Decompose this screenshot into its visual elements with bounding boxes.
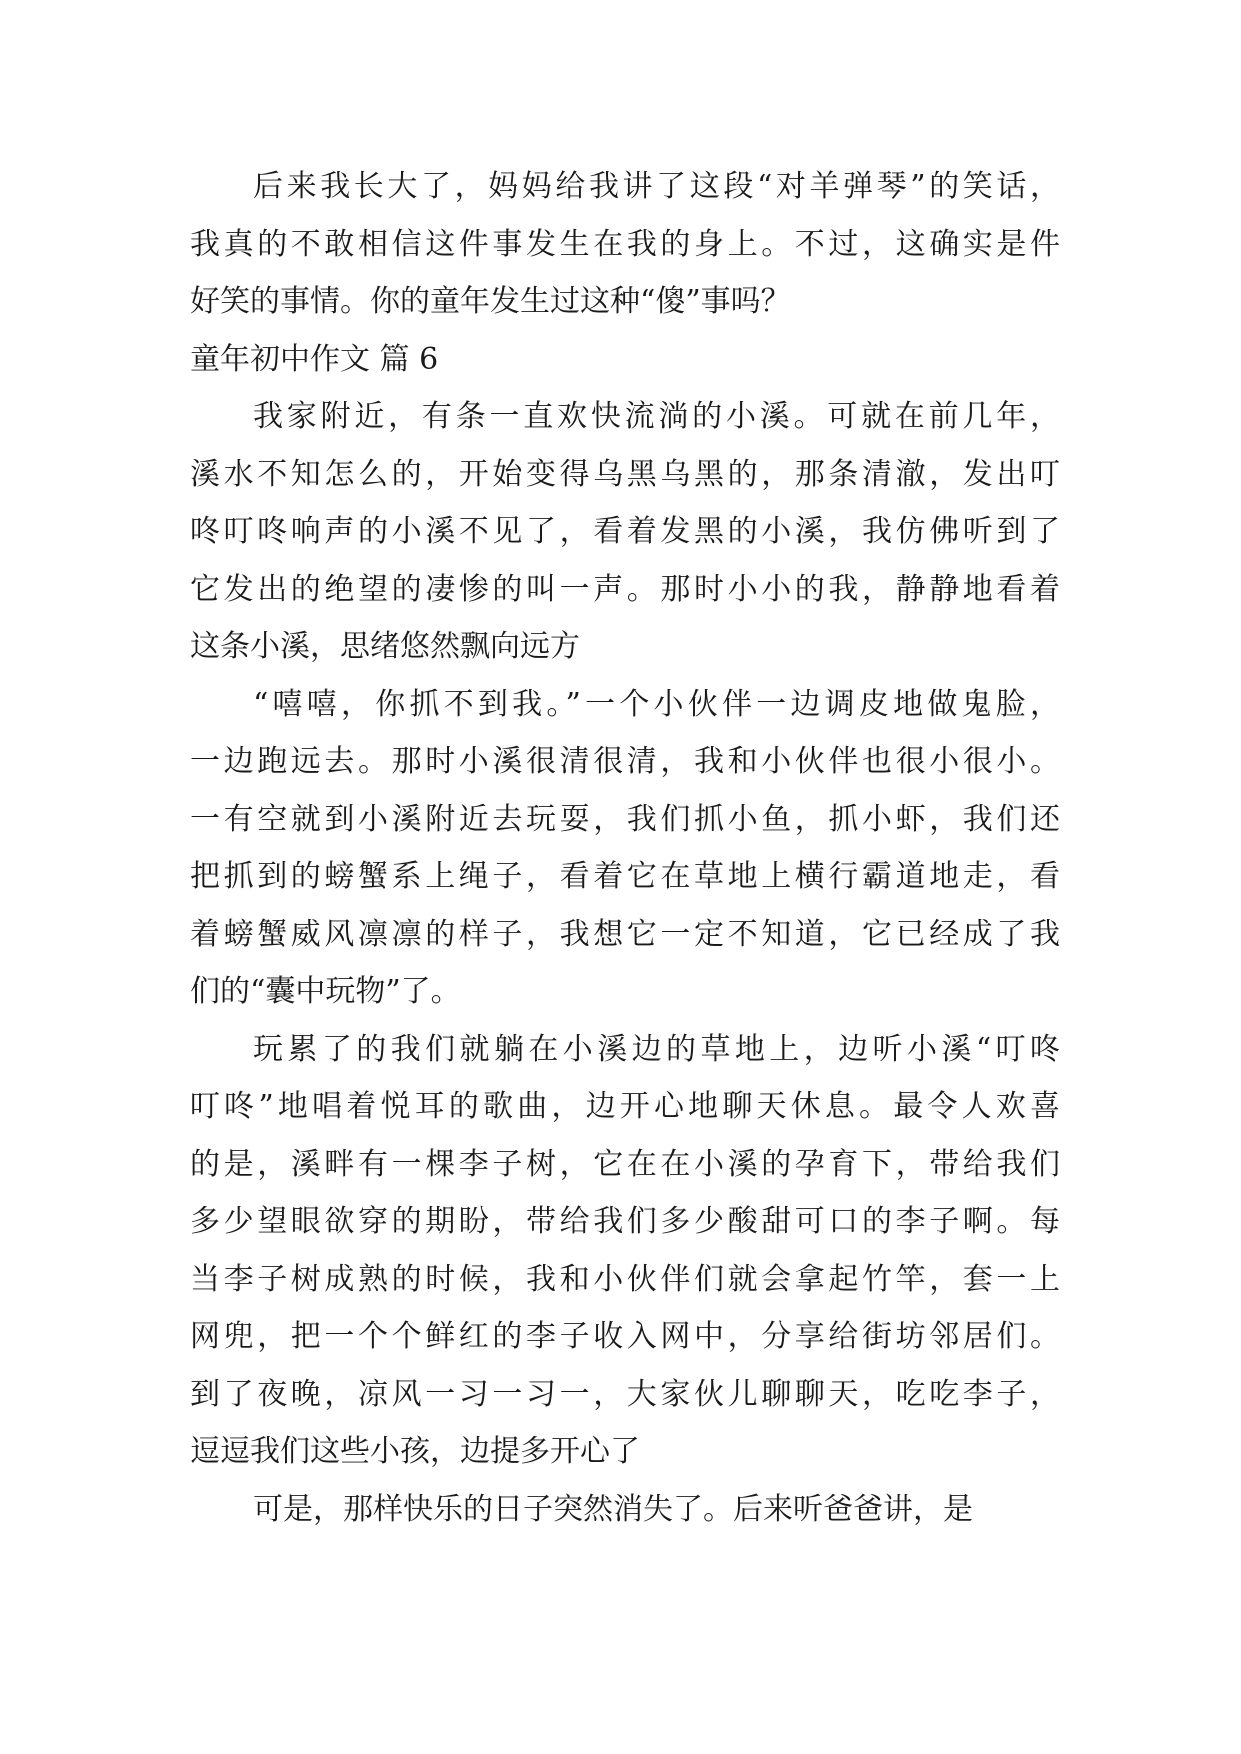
paragraph-line: 的是，溪畔有一棵李子树，它在在小溪的孕育下，带给我们 — [190, 1146, 1060, 1182]
paragraph-line: 我真的不敢相信这件事发生在我的身上。不过，这确实是件 — [190, 226, 1060, 262]
paragraph-line: 玩累了的我们就躺在小溪边的草地上，边听小溪“叮咚 — [253, 1031, 1060, 1067]
paragraph-line: 一有空就到小溪附近去玩耍，我们抓小鱼，抓小虾，我们还 — [190, 801, 1060, 837]
paragraph-line: 咚叮咚响声的小溪不见了，看着发黑的小溪，我仿佛听到了 — [190, 514, 1060, 549]
section-heading: 童年初中作文 篇 6 — [190, 341, 439, 377]
paragraph-line: 后来我长大了，妈妈给我讲了这段“对羊弹琴”的笑话， — [253, 169, 1060, 204]
paragraph-line: 溪水不知怎么的，开始变得乌黑乌黑的，那条清澈，发出叮 — [190, 456, 1060, 492]
paragraph-line: 着螃蟹威风凛凛的样子，我想它一定不知道，它已经成了我 — [190, 916, 1060, 952]
paragraph-line: 可是，那样快乐的日子突然消失了。后来听爸爸讲，是 — [253, 1491, 973, 1527]
paragraph-line: 一边跑远去。那时小溪很清很清，我和小伙伴也很小很小。 — [190, 744, 1060, 779]
paragraph-line: “嘻嘻，你抓不到我。”一个小伙伴一边调皮地做鬼脸， — [253, 686, 1060, 722]
paragraph-line: 我家附近，有条一直欢快流淌的小溪。可就在前几年， — [253, 399, 1060, 434]
paragraph-line: 这条小溪，思绪悠然飘向远方 — [190, 629, 580, 664]
paragraph-line: 们的“囊中玩物”了。 — [190, 974, 461, 1009]
paragraph-line: 叮咚”地唱着悦耳的歌曲，边开心地聊天休息。最令人欢喜 — [190, 1089, 1060, 1124]
paragraph-line: 到了夜晚，凉风一习一习一，大家伙儿聊聊天，吃吃李子， — [190, 1376, 1060, 1412]
paragraph-line: 把抓到的螃蟹系上绳子，看着它在草地上横行霸道地走，看 — [190, 859, 1060, 894]
document-body — [190, 158, 1060, 1538]
paragraph-line: 多少望眼欲穿的期盼，带给我们多少酸甜可口的李子啊。每 — [190, 1204, 1060, 1239]
paragraph-line: 逗逗我们这些小孩，边提多开心了 — [190, 1434, 640, 1469]
paragraph-line: 当李子树成熟的时候，我和小伙伴们就会拿起竹竿，套一上 — [190, 1261, 1060, 1297]
paragraph-line: 网兜，把一个个鲜红的李子收入网中，分享给街坊邻居们。 — [190, 1319, 1060, 1354]
paragraph-line: 它发出的绝望的凄惨的叫一声。那时小小的我，静静地看着 — [190, 571, 1060, 607]
paragraph-line: 好笑的事情。你的童年发生过这种“傻”事吗？ — [190, 284, 791, 319]
